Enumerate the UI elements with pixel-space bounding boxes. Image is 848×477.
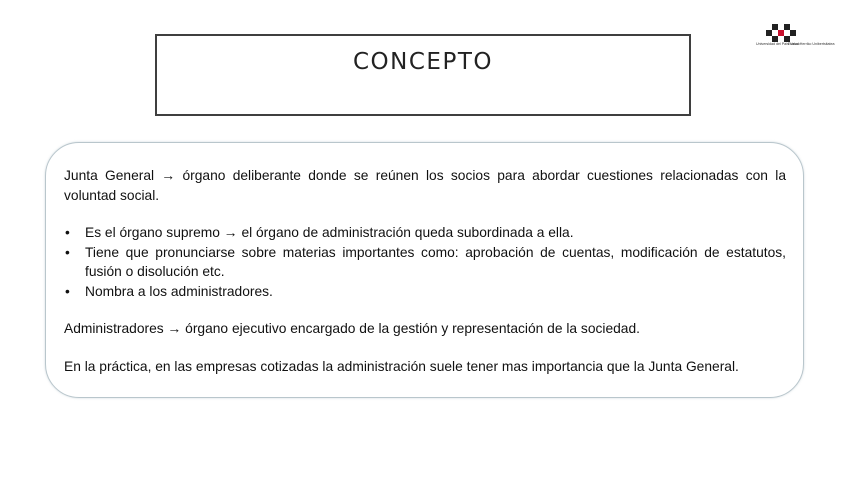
administradores-paragraph: Administradores → órgano ejecutivo encargado de la gestión y representación de la sociedad.	[64, 321, 640, 336]
content-box	[45, 142, 804, 398]
content-body	[64, 166, 786, 376]
slide-title: CONCEPTO	[353, 49, 493, 75]
university-logo	[756, 20, 835, 52]
list-item: • Nombra a los administradores.	[64, 282, 786, 302]
intro-paragraph: Junta General → órgano deliberante donde se reúnen los socios para abordar cuestiones relacionadas con la voluntad social.	[64, 168, 786, 203]
practica-paragraph: En la práctica, en las empresas cotizadas la administración suele tener mas importancia que la Junta General.	[64, 358, 739, 374]
title-box	[155, 34, 691, 116]
bullet-list	[64, 223, 786, 301]
logo-text-right: Euskal Herriko Unibertsitatea	[788, 42, 835, 46]
university-logo-icon	[758, 22, 806, 42]
list-item: • Es el órgano supremo → el órgano de administración queda subordinada a ella.	[64, 223, 786, 243]
list-item: • Tiene que pronunciarse sobre materias importantes como: aprobación de cuentas, modificación de estatutos, fusión o disolución etc.	[64, 243, 786, 282]
logo-text-left: Universidad del País Vasco	[756, 42, 800, 46]
